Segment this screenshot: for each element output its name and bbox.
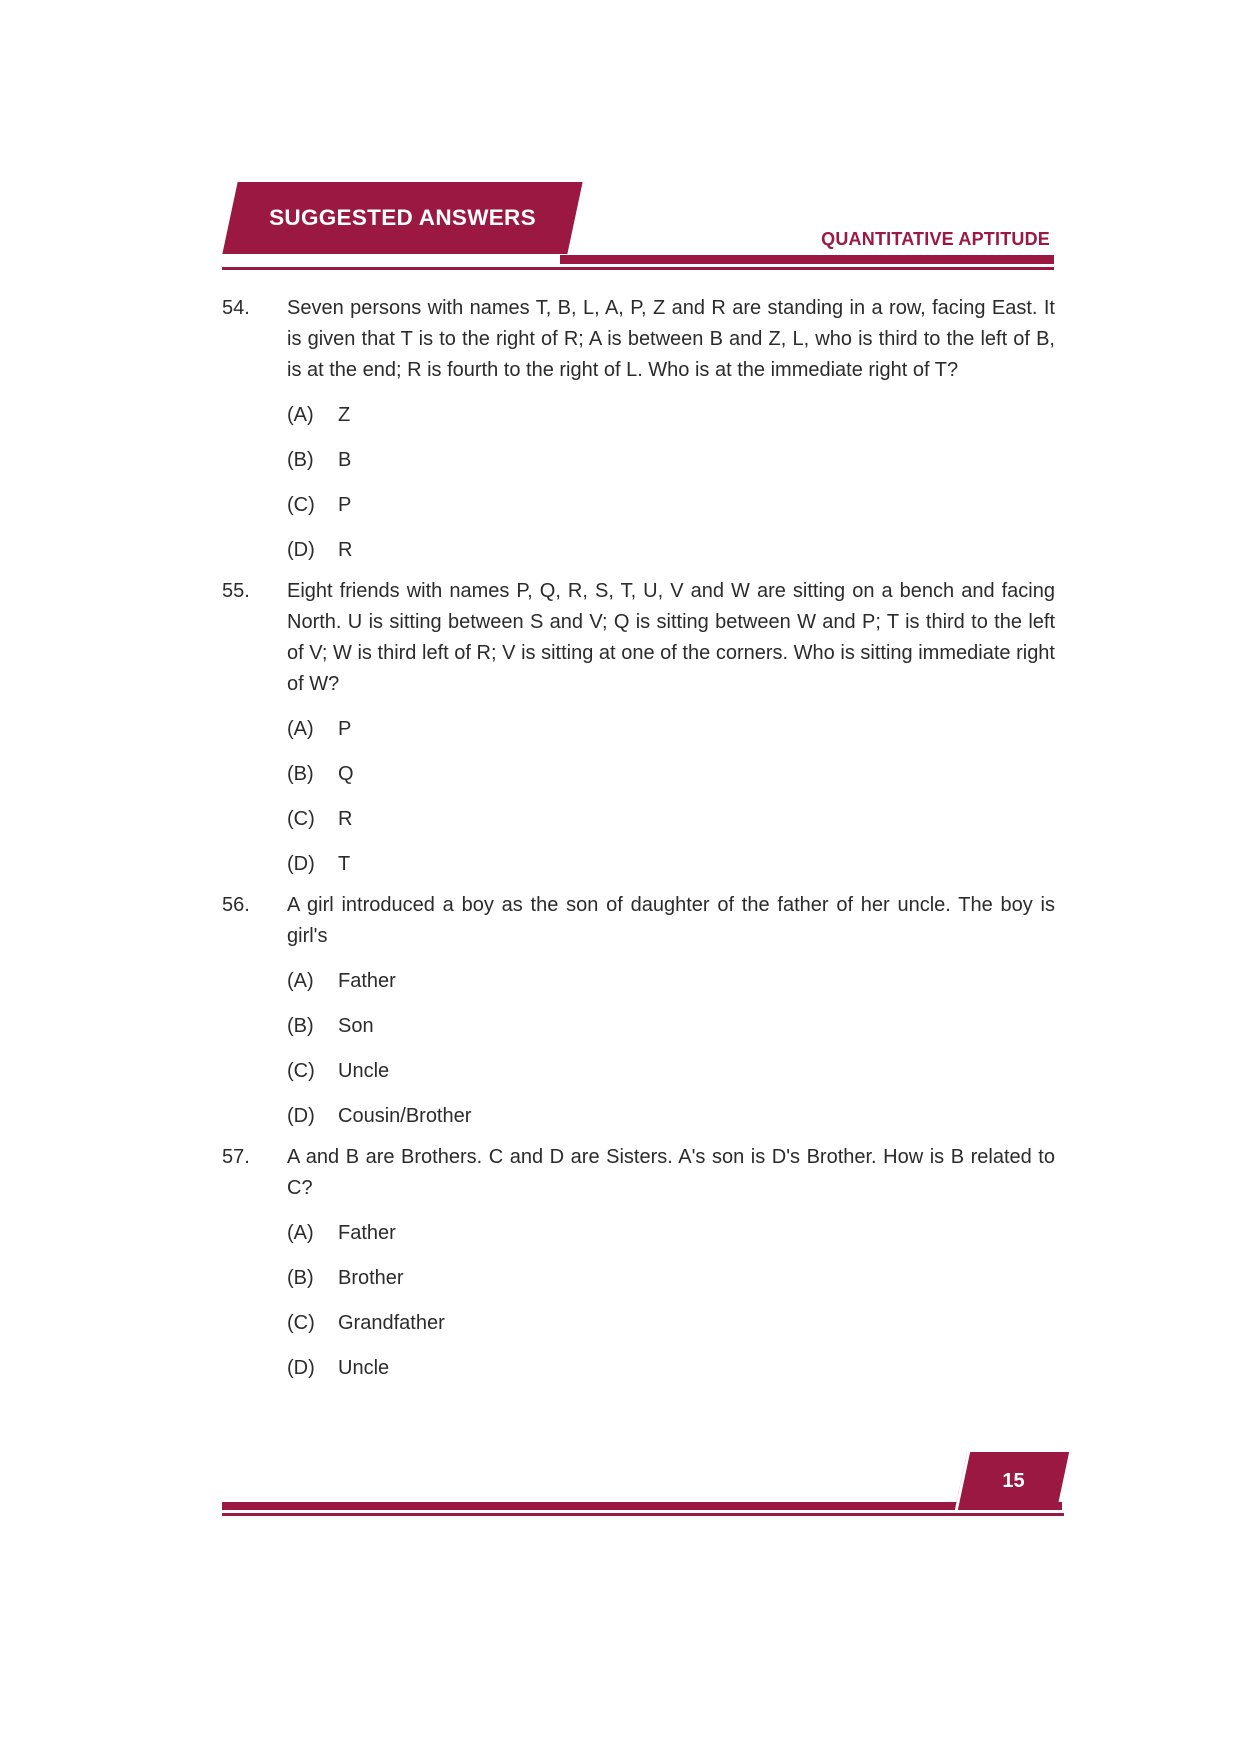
option-label: (C): [287, 494, 315, 516]
option-value: Cousin/Brother: [338, 1105, 472, 1127]
option-row: [287, 804, 1055, 835]
option-row: [287, 714, 1055, 745]
option-label: (D): [287, 539, 315, 561]
header-rule-thin: [222, 267, 1054, 270]
option-value: R: [338, 808, 353, 830]
option-row: [287, 966, 1055, 997]
option-label: (A): [287, 718, 314, 740]
option-row: [287, 1011, 1055, 1042]
question-54: [222, 293, 1055, 566]
option-row: [287, 759, 1055, 790]
option-value: Uncle: [338, 1357, 390, 1379]
option-label: (B): [287, 1015, 314, 1037]
options-list: [287, 714, 1055, 880]
footer-rule-thin: [222, 1513, 1064, 1516]
option-label: (D): [287, 1357, 315, 1379]
option-label: (D): [287, 853, 315, 875]
option-value: Brother: [338, 1267, 404, 1289]
question-number: 54.: [222, 297, 250, 319]
option-value: Q: [338, 763, 354, 785]
option-row: [287, 535, 1055, 566]
question-56: [222, 890, 1055, 1132]
option-row: [287, 400, 1055, 431]
option-label: (C): [287, 1060, 315, 1082]
question-number: 57.: [222, 1146, 250, 1168]
option-row: [287, 490, 1055, 521]
option-value: P: [338, 494, 352, 516]
option-row: [287, 849, 1055, 880]
option-row: [287, 1101, 1055, 1132]
question-text: A girl introduced a boy as the son of daughter of the father of her uncle. The boy is girl's: [287, 894, 1055, 947]
page-number-box: [955, 1452, 1069, 1510]
question-text: Seven persons with names T, B, L, A, P, Z and R are standing in a row, facing East. It is given that T is to the right of R; A is between B and Z, L, who is third to the left of B, is at the end; R is fourth to the right of L. Who is at the immediate right of T?: [287, 297, 1055, 381]
question-row: [222, 293, 1055, 386]
header-banner: [222, 182, 582, 254]
option-value: B: [338, 449, 352, 471]
option-value: Son: [338, 1015, 374, 1037]
page-number: 15: [1002, 1470, 1025, 1492]
question-text: Eight friends with names P, Q, R, S, T, U, V and W are sitting on a bench and facing North. U is sitting between S and V; Q is sitting between W and P; T is third to the left of V; W is third left of R; V is sitting at one of the corners. Who is sitting immediate right of W?: [287, 580, 1055, 695]
option-label: (B): [287, 763, 314, 785]
question-55: [222, 576, 1055, 880]
section-title: QUANTITATIVE APTITUDE: [821, 229, 1050, 249]
footer-rule-thick: [222, 1502, 1062, 1510]
questions-list: [222, 293, 1055, 1394]
header-rule-thick: [560, 255, 1054, 264]
options-list: [287, 966, 1055, 1132]
option-value: Uncle: [338, 1060, 390, 1082]
option-value: Father: [338, 970, 396, 992]
question-number: 55.: [222, 580, 250, 602]
options-list: [287, 400, 1055, 566]
banner-title: SUGGESTED ANSWERS: [269, 205, 536, 230]
option-value: Z: [338, 404, 351, 426]
option-value: Father: [338, 1222, 396, 1244]
option-label: (A): [287, 970, 314, 992]
option-row: [287, 1308, 1055, 1339]
option-value: R: [338, 539, 353, 561]
option-value: P: [338, 718, 352, 740]
question-text: A and B are Brothers. C and D are Sisters. A's son is D's Brother. How is B related to C?: [287, 1146, 1055, 1199]
question-number: 56.: [222, 894, 250, 916]
question-row: [222, 1142, 1055, 1204]
option-label: (D): [287, 1105, 315, 1127]
question-57: [222, 1142, 1055, 1384]
option-row: [287, 1353, 1055, 1384]
question-row: [222, 890, 1055, 952]
option-row: [287, 1056, 1055, 1087]
option-value: Grandfather: [338, 1312, 445, 1334]
option-label: (B): [287, 1267, 314, 1289]
option-label: (A): [287, 1222, 314, 1244]
option-label: (A): [287, 404, 314, 426]
option-label: (C): [287, 808, 315, 830]
option-row: [287, 1218, 1055, 1249]
option-label: (B): [287, 449, 314, 471]
option-row: [287, 445, 1055, 476]
option-row: [287, 1263, 1055, 1294]
question-row: [222, 576, 1055, 700]
option-value: T: [338, 853, 351, 875]
options-list: [287, 1218, 1055, 1384]
option-label: (C): [287, 1312, 315, 1334]
